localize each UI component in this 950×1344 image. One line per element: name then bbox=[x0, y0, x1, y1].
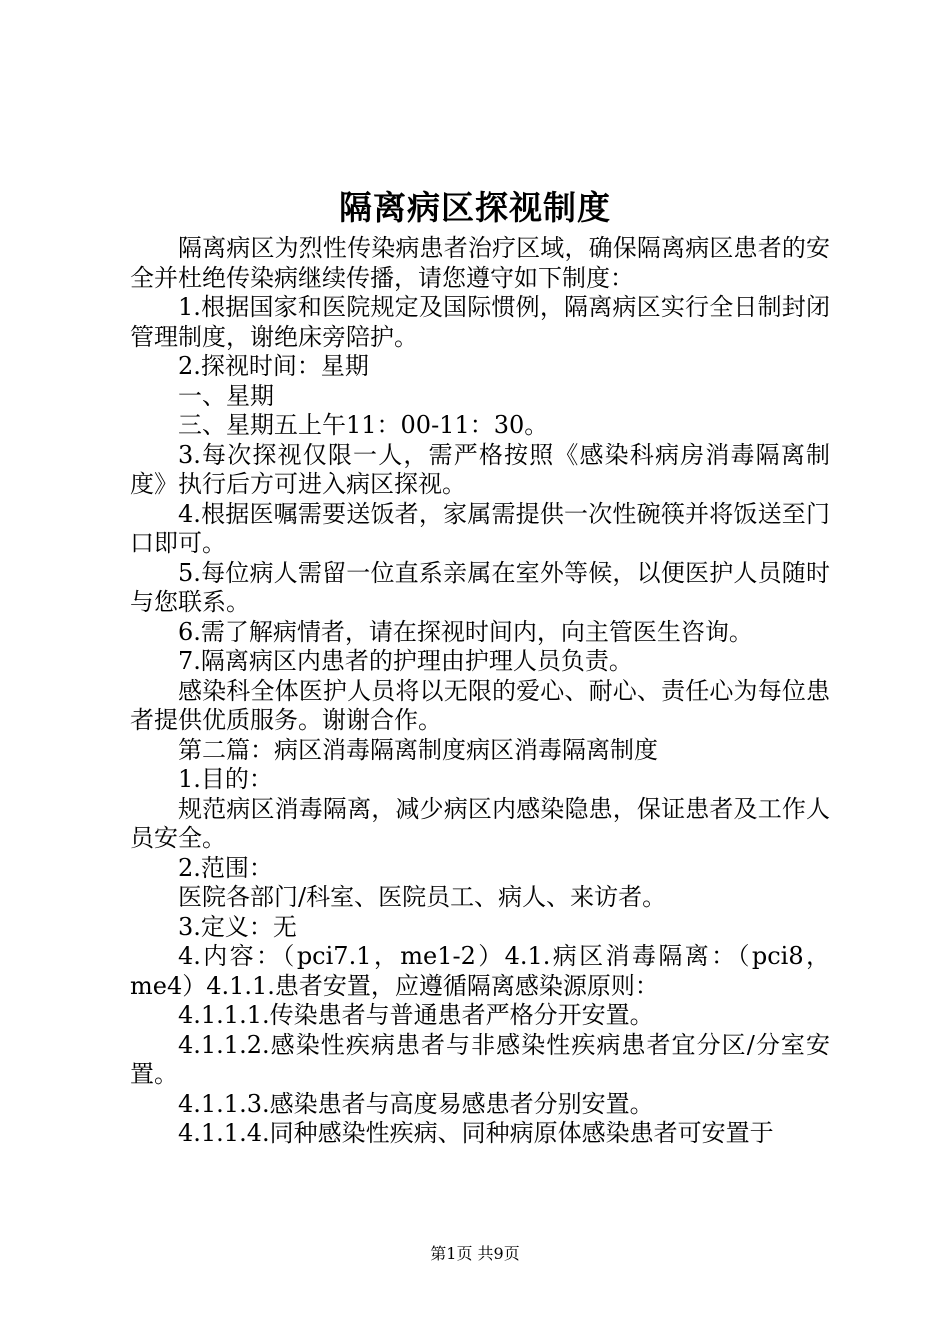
paragraph-scope: 医院各部门/科室、医院员工、病人、来访者。 bbox=[178, 883, 667, 911]
paragraph-definition: 3.定义：无 bbox=[178, 912, 297, 941]
paragraph-rule-2: 2.探视时间：星期 bbox=[178, 352, 369, 380]
paragraph-4-1-1-1: 4.1.1.1.传染患者与普通患者严格分开安置。 bbox=[178, 1001, 654, 1029]
paragraph-4-1-1-4: 4.1.1.4.同种感染性疾病、同种病原体感染患者可安置于 bbox=[178, 1119, 774, 1147]
paragraph-content: 4.内容：（pci7.1，me1-2）4.1.病区消毒隔离：（pci8，me4）4.1.1.患者安置，应遵循隔离感染源原则： bbox=[130, 942, 830, 1000]
paragraph-scope-heading: 2.范围： bbox=[178, 853, 273, 882]
document-body bbox=[130, 234, 830, 1149]
paragraph-purpose: 规范病区消毒隔离，减少病区内感染隐患，保证患者及工作人员安全。 bbox=[130, 794, 830, 852]
paragraph-purpose-heading: 1.目的： bbox=[178, 765, 273, 793]
paragraph-4-1-1-3: 4.1.1.3.感染患者与高度易感患者分别安置。 bbox=[178, 1089, 654, 1118]
paragraph-closing: 感染科全体医护人员将以无限的爱心、耐心、责任心为每位患者提供优质服务。谢谢合作。 bbox=[130, 676, 830, 734]
paragraph-rule-7: 7.隔离病区内患者的护理由护理人员负责。 bbox=[178, 647, 633, 675]
document-title: 隔离病区探视制度 bbox=[339, 188, 611, 227]
paragraph-rule-4: 4.根据医嘱需要送饭者，家属需提供一次性碗筷并将饭送至门口即可。 bbox=[130, 499, 830, 557]
paragraph-rule-2-cont-b: 三、星期五上午11：00-11：30。 bbox=[178, 411, 549, 439]
paragraph-intro: 隔离病区为烈性传染病患者治疗区域，确保隔离病区患者的安全并杜绝传染病继续传播，请您遵守如下制度： bbox=[130, 234, 830, 292]
paragraph-rule-2-cont-a: 一、星期 bbox=[178, 381, 274, 410]
paragraph-rule-6: 6.需了解病情者，请在探视时间内，向主管医生咨询。 bbox=[178, 617, 753, 646]
paragraph-rule-5: 5.每位病人需留一位直系亲属在室外等候，以便医护人员随时与您联系。 bbox=[130, 558, 830, 616]
page-footer: 第1页 共9页 bbox=[430, 1244, 520, 1263]
paragraph-rule-3: 3.每次探视仅限一人，需严格按照《感染科病房消毒隔离制度》执行后方可进入病区探视。 bbox=[130, 440, 830, 498]
paragraph-4-1-1-2: 4.1.1.2.感染性疾病患者与非感染性疾病患者宜分区/分室安置。 bbox=[130, 1030, 830, 1088]
paragraph-section-2-heading: 第二篇：病区消毒隔离制度病区消毒隔离制度 bbox=[178, 735, 658, 764]
paragraph-rule-1: 1.根据国家和医院规定及国际惯例，隔离病区实行全日制封闭管理制度，谢绝床旁陪护。 bbox=[130, 293, 830, 351]
